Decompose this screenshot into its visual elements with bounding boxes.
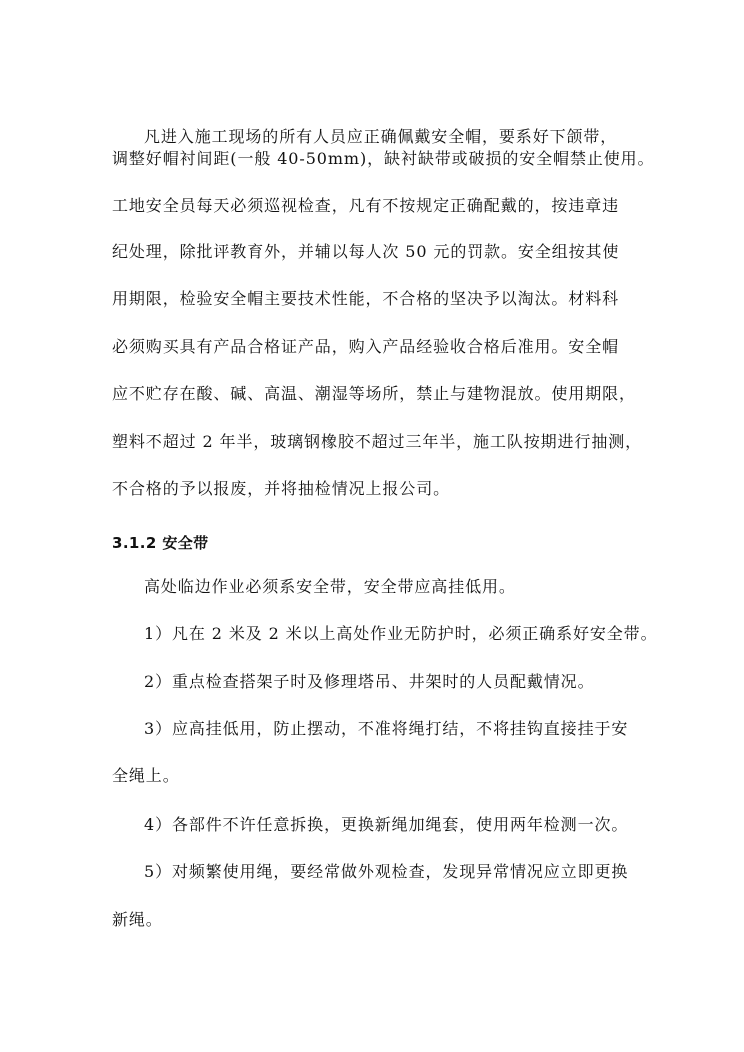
paragraph-line: 应不贮存在酸、碱、高温、潮湿等场所，禁止与建物混放。使用期限， [112, 384, 636, 403]
list-item: 5）对频繁使用绳，要经常做外观检查，发现异常情况应立即更换 [144, 862, 629, 881]
paragraph-line: 纪处理，除批评教育外，并辅以每人次 50 元的罚款。安全组按其使 [112, 242, 620, 261]
paragraph-line: 必须购买具有产品合格证产品，购入产品经验收合格后准用。安全帽 [112, 337, 620, 356]
list-item: 1）凡在 2 米及 2 米以上高处作业无防护时，必须正确系好安全带。 [144, 624, 658, 643]
list-item: 2）重点检查搭架子时及修理塔吊、井架时的人员配戴情况。 [144, 672, 595, 691]
section-heading: 3.1.2 安全带 [112, 534, 209, 552]
paragraph-line: 工地安全员每天必须巡视检查，凡有不按规定正确配戴的，按违章违 [112, 196, 620, 215]
list-item-continuation: 全绳上。 [112, 766, 180, 785]
paragraph-line: 塑料不超过 2 年半，玻璃钢橡胶不超过三年半，施工队按期进行抽测， [112, 432, 643, 451]
paragraph-line: 凡进入施工现场的所有人员应正确佩戴安全帽，要系好下颌带， [144, 127, 618, 146]
paragraph-line: 用期限，检验安全帽主要技术性能，不合格的坚决予以淘汰。材料科 [112, 289, 620, 308]
section-intro: 高处临边作业必须系安全带，安全带应高挂低用。 [144, 577, 516, 596]
list-item: 4）各部件不许任意拆换，更换新绳加绳套，使用两年检测一次。 [144, 815, 629, 834]
list-item: 3）应高挂低用，防止摆动，不准将绳打结，不将挂钩直接挂于安 [144, 719, 629, 738]
paragraph-line: 不合格的予以报废，并将抽检情况上报公司。 [112, 479, 451, 498]
paragraph-line: 调整好帽衬间距(一般 40-50mm)，缺衬缺带或破损的安全帽禁止使用。 [112, 149, 655, 168]
list-item-continuation: 新绳。 [112, 910, 163, 929]
